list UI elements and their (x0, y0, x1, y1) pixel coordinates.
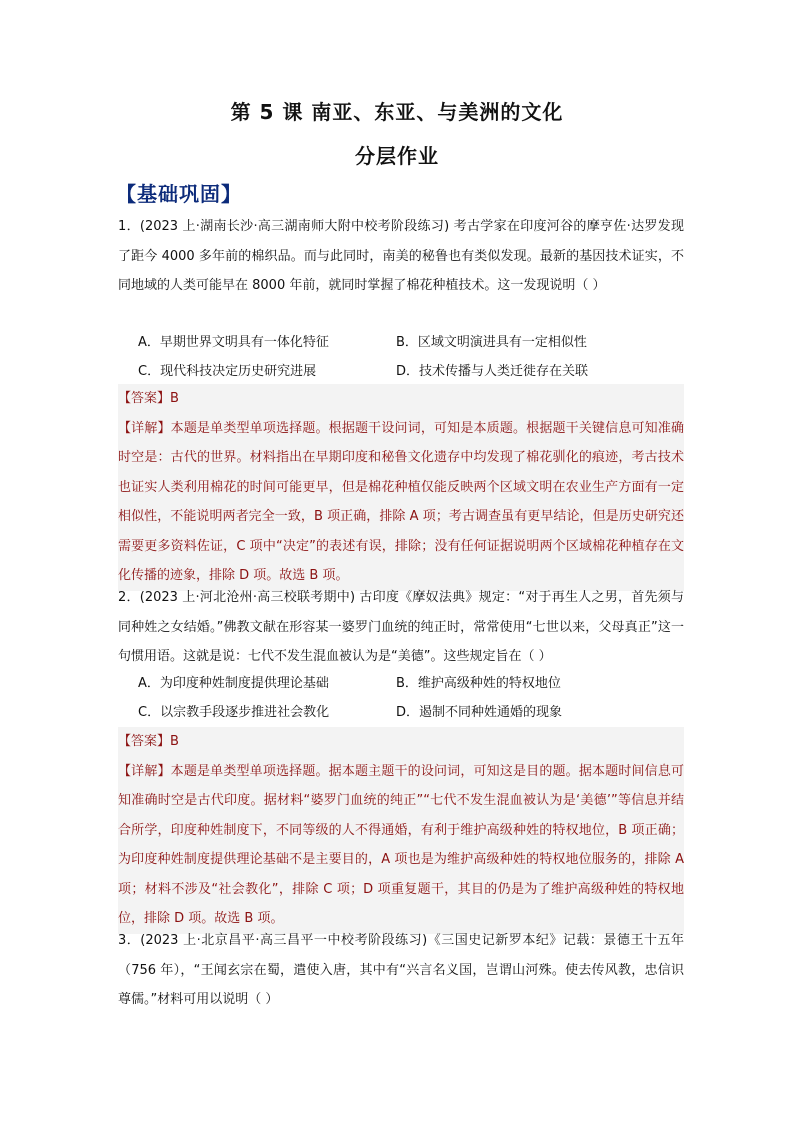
question-2-stem: 2．(2023 上·河北沧州·高三校联考期中) 古印度《摩奴法典》规定：“对于再生人之男，首先须与同种姓之女结婚。”佛教文献在形容某一婆罗门血统的纯正时，常常使用“七世以来，父母真正”这一句惯用语。这就是说：七代不发生混血被认为是“美德”。这些规定旨在（ ） (118, 590, 684, 664)
question-2-answer-block (118, 727, 684, 934)
option-d: D．遏制不同种姓通婚的现象 (396, 705, 563, 720)
question-1-answer-block (118, 384, 684, 591)
option-a: A．为印度种姓制度提供理论基础 (138, 676, 329, 691)
option-b: B．区域文明演进具有一定相似性 (396, 335, 587, 350)
section-heading: 【基础巩固】 (116, 182, 242, 206)
option-b: B．维护高级种姓的特权地位 (396, 676, 561, 691)
page-subtitle: 分层作业 (355, 144, 439, 168)
question-3-stem: 3．(2023 上·北京昌平·高三昌平一中校考阶段练习)《三国史记新罗本纪》记载：景德王十五年（756 年），“王闻玄宗在蜀，遣使入唐，其中有“兴言名义国，岂谓山河殊。使去传风教，忠信识尊儒。”材料可用以说明（ ） (118, 933, 684, 1007)
question-1-stem: 1．(2023 上·湖南长沙·高三湖南师大附中校考阶段练习) 考古学家在印度河谷的摩亨佐·达罗发现了距今 4000 多年前的棉织品。而与此同时，南美的秘鲁也有类似发现。最新的基因技术证实，不同地域的人类可能早在 8000 年前，就同时掌握了棉花种植技术。这一发现说明（ ） (118, 219, 684, 293)
option-c: C．现代科技决定历史研究进展 (138, 364, 317, 379)
question-2-options (138, 669, 698, 727)
option-a: A．早期世界文明具有一体化特征 (138, 335, 329, 350)
option-d: D．技术传播与人类迁徙存在关联 (396, 364, 589, 379)
explanation-text: 【详解】本题是单类型单项选择题。根据题干设问词，可知是本质题。根据题干关键信息可知准确时空是：古代的世界。材料指出在早期印度和秘鲁文化遗存中均发现了棉花驯化的痕迹，考古技术也证实人类利用棉花的时间可能更早，但是棉花种植仅能反映两个区域文明在农业生产方面有一定相似性，不能说明两者完全一致，B 项正确，排除 A 项；考古调查虽有更早结论，但是历史研究还需要更多资料佐证，C 项中“决定”的表述有误，排除；没有任何证据说明两个区域棉花种植存在文化传播的迹象，排除 D 项。故选 B 项。 (118, 420, 684, 583)
answer-label: 【答案】B (118, 391, 179, 406)
page-title: 第 5 课 南亚、东亚、与美洲的文化 (230, 100, 564, 124)
explanation-text: 【详解】本题是单类型单项选择题。据本题主题干的设问词，可知这是目的题。据本题时间信息可知准确时空是古代印度。据材料“婆罗门血统的纯正”“七代不发生混血被认为是‘美德’”等信息并结合所学，印度种姓制度下，不同等级的人不得通婚，有利于维护高级种姓的特权地位，B 项正确；为印度种姓制度提供理论基础不是主要目的，A 项也是为维护高级种姓的特权地位服务的，排除 A 项；材料不涉及“社会教化”，排除 C 项；D 项重复题干，其目的仍是为了维护高级种姓的特权地位，排除 D 项。故选 B 项。 (118, 763, 684, 926)
question-1-options (138, 328, 698, 386)
option-c: C．以宗教手段逐步推进社会教化 (138, 705, 330, 720)
answer-label: 【答案】B (118, 734, 179, 749)
